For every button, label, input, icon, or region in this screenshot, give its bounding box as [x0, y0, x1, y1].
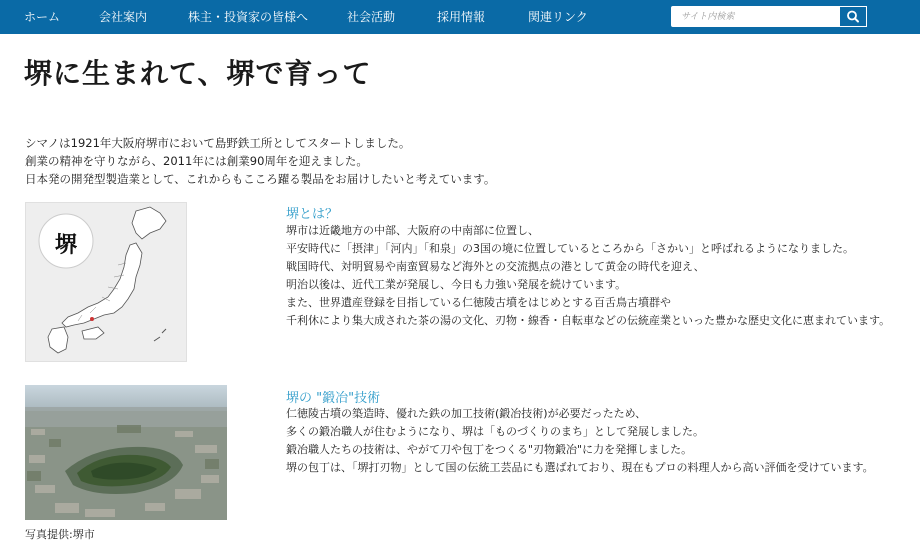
section-line: 堺市は近畿地方の中部、大阪府の中南部に位置し、	[286, 224, 539, 237]
nav-item-recruit[interactable]: 採用情報	[437, 10, 486, 24]
page-title: 堺に生まれて、堺で育って	[24, 57, 372, 90]
nav-item-investors[interactable]: 株主・投資家の皆様へ	[188, 10, 309, 24]
search-icon	[840, 7, 866, 26]
nav-item-social[interactable]: 社会活動	[347, 10, 396, 24]
sakai-kanji-label: 堺	[54, 232, 77, 258]
search-button[interactable]	[839, 6, 867, 27]
nav-item-company[interactable]: 会社案内	[99, 10, 148, 24]
top-nav	[0, 0, 920, 34]
aerial-photo-image	[25, 385, 227, 520]
section-line: 戦国時代、対明貿易や南蛮貿易など海外との交流拠点の港として黄金の時代を迎え、	[286, 260, 705, 273]
section-line: 千利休により集大成された茶の湯の文化、刃物・線香・自転車などの伝統産業といった豊かな歴史文化に恵まれています。	[286, 314, 891, 327]
section-line: 仁徳陵古墳の築造時、優れた鉄の加工技術(鍛冶技術)が必要だったため、	[286, 407, 647, 420]
section-line: 多くの鍛冶職人が住むようになり、堺は「ものづくりのまち」として発展しました。	[286, 425, 704, 438]
japan-map-image	[25, 202, 187, 362]
photo-caption: 写真提供:堺市	[25, 528, 95, 541]
japan-map-graphic	[26, 203, 187, 362]
sakai-marker	[90, 317, 94, 321]
section-line: 鍛冶職人たちの技術は、やがて刀や包丁をつくる"刃物鍛冶"に力を発揮しました。	[286, 443, 693, 456]
section-line: 明治以後は、近代工業が発展し、今日も力強い発展を続けています。	[286, 278, 627, 291]
intro-line: 日本発の開発型製造業として、これからもこころ躍る製品をお届けしたいと考えています。	[25, 172, 496, 186]
section-line: 堺の包丁は、「堺打刃物」として国の伝統工芸品にも選ばれており、現在もプロの料理人から高い評価を受けています。	[286, 461, 874, 474]
search-input[interactable]	[671, 6, 839, 27]
section-line: また、世界遺産登録を目指している仁徳陵古墳をはじめとする百舌鳥古墳群や	[286, 296, 671, 309]
intro-line: シマノは1921年大阪府堺市において島野鉄工所としてスタートしました。	[25, 136, 411, 150]
nav-item-links[interactable]: 関連リンク	[528, 10, 588, 24]
section-line: 平安時代に「摂津」「河内」「和泉」の3国の境に位置しているところから「さかい」と呼ばれるようになりました。	[286, 242, 854, 255]
nav-item-home[interactable]: ホーム	[24, 10, 61, 24]
section-title-sakai: 堺とは？	[286, 207, 339, 222]
search-box	[671, 6, 867, 27]
intro-line: 創業の精神を守りながら、2011年には創業90周年を迎えました。	[25, 154, 368, 168]
section-title-forging: 堺の "鍛冶"技術	[286, 391, 381, 406]
aerial-photo-graphic	[25, 385, 227, 520]
